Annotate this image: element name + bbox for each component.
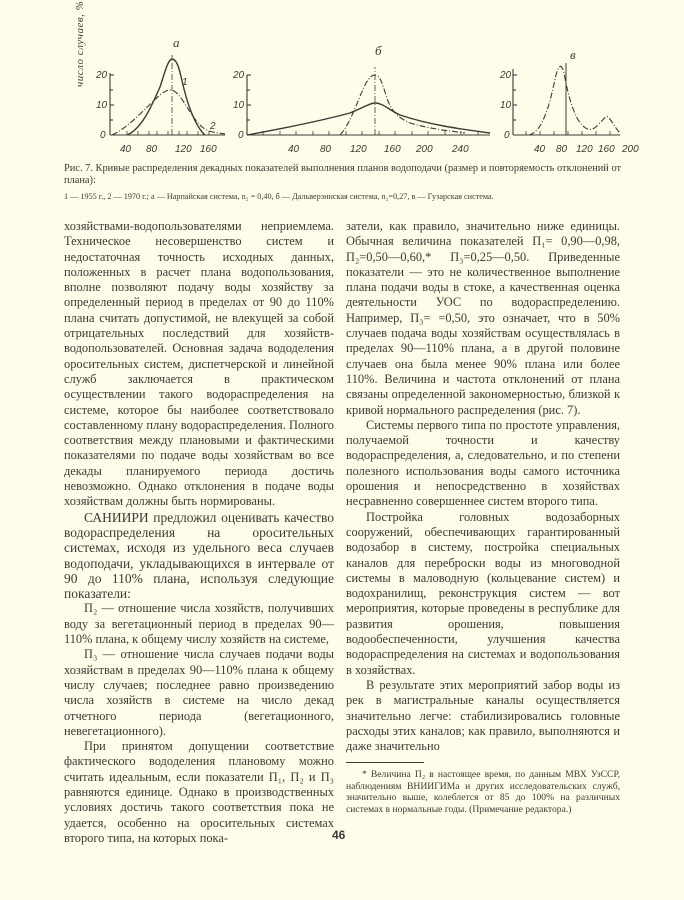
figure-charts — [60, 25, 640, 165]
y-tick: 10 — [500, 100, 512, 111]
x-tick: 40 — [288, 144, 300, 155]
x-tick: 200 — [416, 144, 433, 155]
paragraph: При принятом допущении соответствие фактического вододеления плановому можно считать идеальным, если показатели П₁, П₂ и П₃ равняются единице. Однако в производственных условиях достичь такого соответствия пока не удается, особенно на оросительных системах второго типа, на которых пока- — [64, 739, 334, 845]
x-tick: 40 — [534, 144, 546, 155]
y-tick: 10 — [96, 100, 108, 111]
y-tick: 0 — [504, 130, 510, 141]
x-tick: 80 — [146, 144, 158, 155]
caption-title: Рис. 7. Кривые распределения декадных показателей выполнения планов водоподачи (размер и повторяемость отклонений от плана): — [64, 163, 622, 186]
paragraph: затели, как правило, значительно ниже единицы. Обычная величина показателей П₁= 0,90—0,98, П₂=0,50—0,60,* П₃=0,25—0,50. Приведенные показатели — это не количественное выполнение плана подачи воды в стоке, а качественная оценка деятельности УОС по водораспределению. Например, П₃= =0,50, это означает, что в 50% случаев подача воды хозяйствам осуществлялась в пределах 90—110% плана, а в другой половине случаев она была менее 90% плана или более 110%. Величина и частота отклонений от плана связаны определенной закономерностью, близкой к кривой нормального распределения (рис. 7). — [346, 219, 620, 417]
x-tick: 160 — [384, 144, 401, 155]
curve-label: 1 — [182, 77, 188, 88]
panel-b-label: б — [375, 43, 382, 58]
x-tick: 200 — [622, 144, 639, 155]
x-tick: 80 — [320, 144, 332, 155]
y-tick: 10 — [233, 100, 245, 111]
panel-b-chart — [247, 67, 490, 135]
paragraph: П₂ — отношение числа хозяйств, получивших воду за вегетационный период в пределах 90—110% плана, к общему числу хозяйств на системе, — [64, 601, 334, 647]
y-tick: 20 — [96, 70, 108, 81]
panel-v-label: в — [570, 47, 576, 62]
paragraph: хозяйствами-водопользователями неприемлема. Техническое несовершенство систем и недостаточная точность исходных данных, положенных в расчет плана водопользования, вполне позволяют подачу воды хозяйству за определенный период в пределах от 90 до 110% плана считать допустимой, не влекущей за собой отрицательных последствий для хозяйств-водопользователей. Основная задача вододеления оросительных систем, диспетчерской и линейной служб заключается в практическом осуществлении такого водораспределения на системе, которое бы наиболее соответствовало составленному плану водораспределения. Полного соответствия между плановыми и фактическими показателями по подаче воды хозяйствам во все декады планируемого периода достичь невозможно. Однако отклонения в подаче воды хозяйствам должны быть нормированы. — [64, 219, 334, 509]
panel-v-chart — [513, 63, 620, 135]
panel-a-chart — [110, 55, 225, 135]
x-tick: 120 — [576, 144, 593, 155]
y-tick: 20 — [233, 70, 245, 81]
y-axis-label: число случаев, % — [74, 0, 86, 87]
caption-legend: 1 — 1955 г., 2 — 1970 г.; а — Нарпайская система, n₂ = 0,40, б — Дальверзинская система, n₂=0,27, в — Гузарская система. — [64, 192, 494, 201]
left-column — [64, 219, 334, 846]
paragraph: В результате этих мероприятий забор воды из рек в магистральные каналы осуществляется значительно легче: стабилизировались головные расходы этих каналов; как правило, выполняются и даже значительно — [346, 677, 620, 754]
x-tick: 80 — [556, 144, 568, 155]
footnote — [346, 769, 620, 815]
x-tick: 40 — [120, 144, 132, 155]
y-tick: 0 — [100, 130, 106, 141]
figure-7 — [60, 0, 640, 165]
y-tick: 20 — [500, 70, 512, 81]
paragraph: П₃ — отношение числа случаев подачи воды хозяйствам в пределах 90—110% плана к общему числу случаев; последнее равно произведению числа хозяйств в системе на число декад отчетного периода (вегетационного, невегетационного). — [64, 647, 334, 738]
right-column — [346, 219, 620, 815]
y-tick: 0 — [238, 130, 244, 141]
x-tick: 160 — [200, 144, 217, 155]
x-tick: 120 — [350, 144, 367, 155]
figure-caption — [64, 163, 634, 203]
footnote-text: * Величина П₂ в настоящее время, по данным МВХ УзССР, наблюдениям ВНИИГИМа и других исследовательских служб, значительно выше, колеблется от 85 до 100% на различных системах в нормальные годы. (Примечание редактора.) — [346, 769, 620, 815]
x-tick: 120 — [175, 144, 192, 155]
paragraph: Постройка головных водозаборных сооружений, обеспечивающих гарантированный водозабор в систему, постройка специальных каналов для переброски воды из многоводной системы в маловодную (кольцевание систем) и водохранилищ, реконструкция систем — вот мероприятия, которые проведены в республике для развития орошения, повышения водообеспеченности, улучшения качества водораспределения на системах и водопользования в хозяйствах. — [346, 509, 620, 677]
page-number: 46 — [332, 828, 346, 842]
panel-a-label: а — [173, 35, 180, 50]
x-tick: 160 — [598, 144, 615, 155]
footnote-divider — [346, 762, 424, 763]
paragraph: Системы первого типа по простоте управления, получаемой точности и качеству водораспределения, а, следовательно, и по степени полезного использования воды самого источника орошения и непосредственно в хозяйствах несравненно совершеннее систем второго типа. — [346, 417, 620, 509]
curve-label: 2 — [210, 121, 216, 132]
paragraph: САНИИРИ предложил оценивать качество водораспределения на оросительных системах, исходя из удельного веса случаев водоподачи, укладывающихся в интервале от 90 до 110% плана, используя следующие показатели: — [64, 509, 334, 602]
x-tick: 240 — [452, 144, 469, 155]
